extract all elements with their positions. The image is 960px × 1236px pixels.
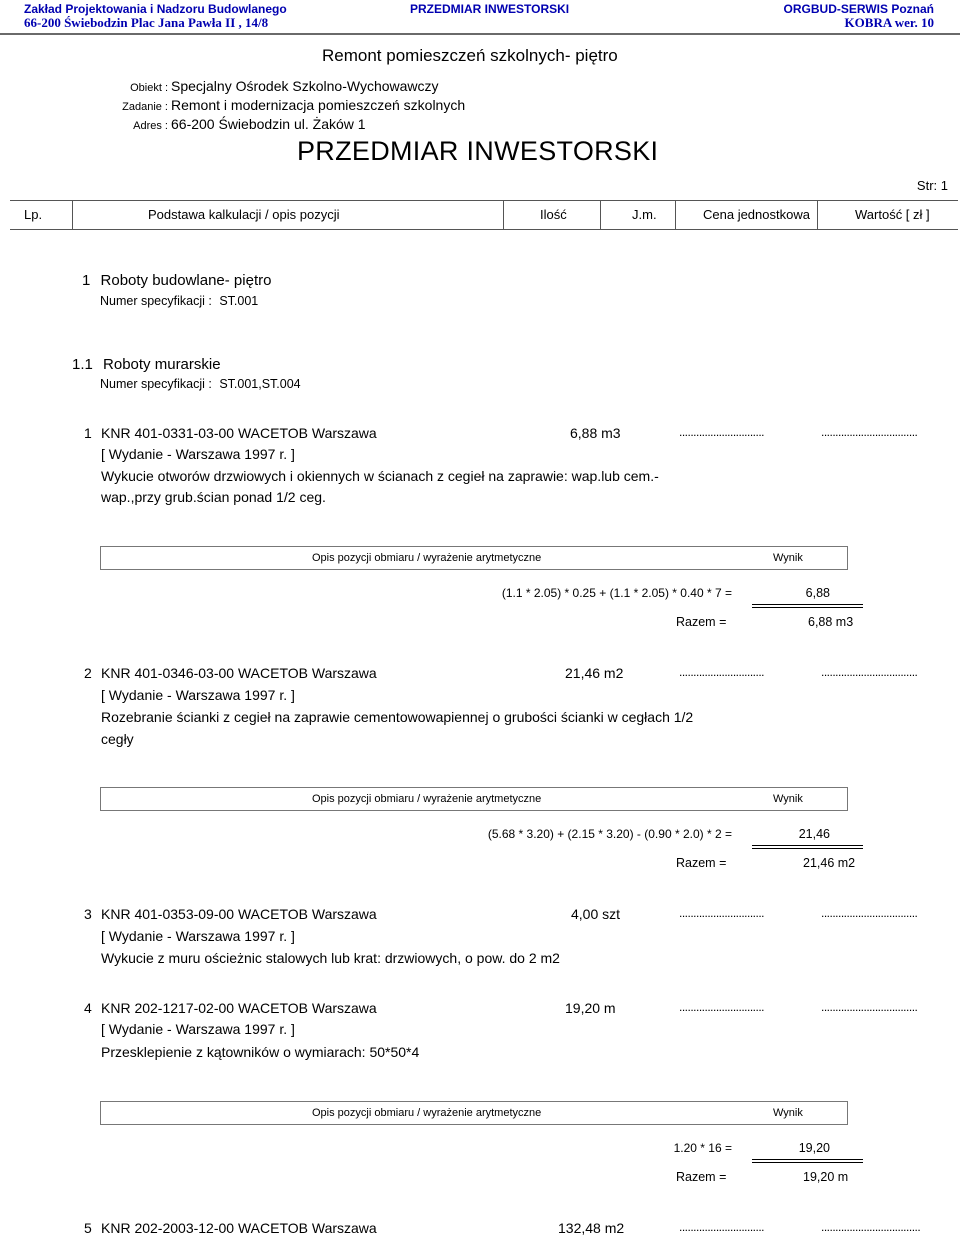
position-qty-unit: 21,46 m2 <box>565 665 624 681</box>
software-info <box>784 2 934 30</box>
position-number: 3 <box>84 906 92 922</box>
unit-price-placeholder: .............................. <box>679 1000 765 1014</box>
position-edition: [ Wydanie - Warszawa 1997 r. ] <box>101 928 295 944</box>
measurement-desc-header: Opis pozycji obmiaru / wyrażenie arytmetyczne <box>312 552 542 564</box>
value-placeholder: ................................... <box>821 1220 921 1234</box>
col-divider <box>72 201 73 229</box>
col-lp: Lp. <box>24 207 43 222</box>
document-title: Remont pomieszczeń szkolnych- piętro <box>322 46 618 65</box>
company-address: 66-200 Świebodzin Plac Jana Pawła II , 14/8 <box>24 15 269 30</box>
measurement-desc-header: Opis pozycji obmiaru / wyrażenie arytmetyczne <box>312 793 542 805</box>
section-1-1-spec <box>100 377 301 391</box>
razem-value: 19,20 m <box>803 1170 849 1184</box>
value-placeholder: .................................. <box>821 665 918 679</box>
value-placeholder: .................................. <box>821 425 918 439</box>
measurement-header <box>100 1101 848 1125</box>
col-divider <box>600 201 601 229</box>
col-unit: J.m. <box>632 207 657 222</box>
header-divider <box>0 33 960 35</box>
razem-label: Razem = <box>676 615 727 629</box>
position-code: KNR 401-0346-03-00 WACETOB Warszawa <box>101 665 377 681</box>
measurement-result: 21,46 <box>798 827 830 841</box>
col-divider <box>675 201 676 229</box>
unit-price-placeholder: .............................. <box>679 665 765 679</box>
measurement-expression: 1.20 * 16 = <box>673 1141 732 1155</box>
position-number: 2 <box>84 665 92 681</box>
obiekt-label: Obiekt : <box>130 82 168 94</box>
razem-value: 21,46 m2 <box>803 856 856 870</box>
col-divider <box>817 201 818 229</box>
table-column-header <box>10 200 958 230</box>
measurement-result: 6,88 <box>805 586 830 600</box>
measurement-expression: (5.68 * 3.20) + (2.15 * 3.20) - (0.90 * 2.0) * 2 = <box>487 827 732 841</box>
measurement-result: 19,20 <box>798 1141 830 1155</box>
position-description-cont: wap.,przy grub.ścian ponad 1/2 ceg. <box>101 489 326 505</box>
software-vendor: ORGBUD-SERWIS Poznań <box>783 2 934 16</box>
spec-label: Numer specyfikacji : <box>100 377 212 391</box>
section-number: 1 <box>82 272 91 289</box>
company-name: Zakład Projektowania i Nadzoru Budowlanego <box>24 2 287 16</box>
unit-price-placeholder: .............................. <box>679 906 765 920</box>
measurement-result-header: Wynik <box>773 793 803 805</box>
section-title: Roboty murarskie <box>103 356 221 373</box>
adres-label: Adres : <box>133 120 168 132</box>
position-qty-unit: 132,48 m2 <box>558 1220 625 1236</box>
position-code: KNR 401-0353-09-00 WACETOB Warszawa <box>101 906 377 922</box>
value-placeholder: .................................. <box>821 1000 918 1014</box>
position-edition: [ Wydanie - Warszawa 1997 r. ] <box>101 1021 295 1037</box>
spec-value: ST.001 <box>219 294 259 308</box>
col-divider <box>503 201 504 229</box>
obiekt-value: Specjalny Ośrodek Szkolno-Wychowawczy <box>171 78 439 94</box>
measurement-desc-header: Opis pozycji obmiaru / wyrażenie arytmetyczne <box>312 1107 542 1119</box>
position-description: Wykucie z muru ościeżnic stalowych lub krat: drzwiowych, o pow. do 2 m2 <box>101 950 560 966</box>
zadanie-value: Remont i modernizacja pomieszczeń szkolnych <box>171 97 466 113</box>
measurement-header <box>100 546 848 570</box>
razem-value: 6,88 m3 <box>808 615 854 629</box>
position-qty-unit: 6,88 m3 <box>570 425 621 441</box>
page-number: Str: 1 <box>916 178 948 193</box>
position-code: KNR 202-2003-12-00 WACETOB Warszawa <box>101 1220 377 1236</box>
section-title: Roboty budowlane- piętro <box>100 272 272 289</box>
section-number: 1.1 <box>72 356 93 373</box>
col-unit-price: Cena jednostkowa <box>703 207 810 222</box>
position-description-cont: cegły <box>101 731 134 747</box>
position-number: 5 <box>84 1220 92 1236</box>
col-value: Wartość [ zł ] <box>855 207 930 222</box>
company-info <box>24 2 287 30</box>
position-edition: [ Wydanie - Warszawa 1997 r. ] <box>101 446 295 462</box>
col-basis: Podstawa kalkulacji / opis pozycji <box>148 207 340 222</box>
sum-double-line <box>752 604 863 608</box>
position-description: Rozebranie ścianki z cegieł na zaprawie cementowowapiennej o grubości ścianki w cegłach 1/2 <box>101 709 694 725</box>
razem-label: Razem = <box>676 1170 727 1184</box>
position-code: KNR 401-0331-03-00 WACETOB Warszawa <box>101 425 377 441</box>
position-description: Przesklepienie z kątowników o wymiarach: 50*50*4 <box>101 1044 420 1060</box>
sum-double-line <box>752 1159 863 1163</box>
position-number: 1 <box>84 425 92 441</box>
doc-main-title: PRZEDMIAR INWESTORSKI <box>297 136 659 166</box>
sum-double-line <box>752 845 863 849</box>
position-qty-unit: 19,20 m <box>565 1000 616 1016</box>
zadanie-label: Zadanie : <box>122 101 168 113</box>
position-qty-unit: 4,00 szt <box>571 906 621 922</box>
spec-label: Numer specyfikacji : <box>100 294 212 308</box>
project-zadanie <box>100 97 465 113</box>
value-placeholder: .................................. <box>821 906 918 920</box>
section-1 <box>82 272 271 289</box>
software-version: KOBRA wer. 10 <box>844 15 934 30</box>
section-1-spec <box>100 294 258 308</box>
project-adres <box>100 116 366 132</box>
unit-price-placeholder: .............................. <box>679 425 765 439</box>
header-doc-type: PRZEDMIAR INWESTORSKI <box>410 2 570 16</box>
razem-label: Razem = <box>676 856 727 870</box>
project-obiekt <box>100 78 439 94</box>
measurement-header <box>100 787 848 811</box>
position-description: Wykucie otworów drzwiowych i okiennych w ścianach z cegieł na zaprawie: wap.lub cem.- <box>101 468 659 484</box>
measurement-expression: (1.1 * 2.05) * 0.25 + (1.1 * 2.05) * 0.40 * 7 = <box>501 586 732 600</box>
measurement-result-header: Wynik <box>773 1107 803 1119</box>
position-code: KNR 202-1217-02-00 WACETOB Warszawa <box>101 1000 377 1016</box>
position-edition: [ Wydanie - Warszawa 1997 r. ] <box>101 687 295 703</box>
spec-value: ST.001,ST.004 <box>219 377 301 391</box>
measurement-result-header: Wynik <box>773 552 803 564</box>
unit-price-placeholder: .............................. <box>679 1220 765 1234</box>
section-1-1 <box>72 356 221 373</box>
col-qty: Ilość <box>540 207 567 222</box>
adres-value: 66-200 Świebodzin ul. Żaków 1 <box>171 116 366 132</box>
position-number: 4 <box>84 1000 92 1016</box>
